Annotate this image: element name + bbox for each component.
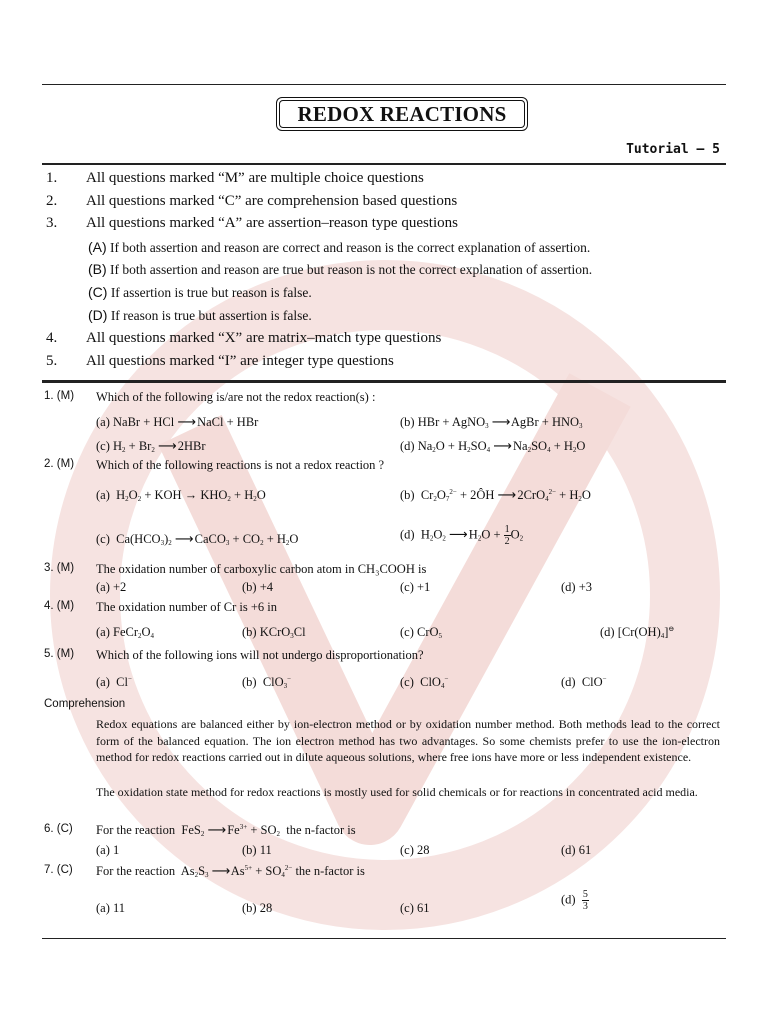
q2-label: 2. (M) — [44, 458, 75, 470]
q2-text: Which of the following reactions is not a redox reaction ? — [96, 458, 385, 472]
q3-label: 3. (M) — [44, 562, 75, 574]
q3-option-a: (a) +2 — [96, 580, 127, 594]
top-rule — [42, 84, 726, 85]
q2-option-d: (d) $H_2O_2$ ⟶ $H_2O$ + $\frac{1}{2}$ $O_2$ — [400, 524, 524, 547]
comprehension-paragraph-2: The oxidation state method for redox reactions is mostly used for solid chemicals or for reactions in concentrated acid media. — [96, 785, 698, 799]
comprehension-label: Comprehension — [44, 698, 126, 710]
assertion-option-d: (D) If reason is true but assertion is false. — [88, 307, 312, 323]
q2-option-c: (c) $Ca(HCO_3)_2$ ⟶ CaCO$_3$ + $CO_2 + H_2O$ — [96, 532, 299, 547]
q2-option-a: (a) $H_2O_2$ + KOH → $KHO_2 + H_2O$ — [96, 488, 266, 503]
section-rule — [42, 380, 726, 383]
q4-option-a: (a) $FeCr_2O_4$ — [96, 625, 155, 640]
q1-label: 1. (M) — [44, 390, 75, 402]
q7-option-c: (c) 61 — [400, 901, 430, 915]
q4-option-b: (b) KCrO$_3$Cl — [242, 625, 306, 640]
q1-option-c: (c) $H_2 + Br_2$ ⟶ 2HBr — [96, 439, 206, 454]
assertion-option-c: (C) If assertion is true but reason is false. — [88, 284, 312, 300]
q6-option-a: (a) 1 — [96, 843, 120, 857]
assertion-option-a: (A) If both assertion and reason are correct and reason is the correct explanation of assertion. — [88, 239, 591, 255]
q7-label: 7. (C) — [44, 864, 73, 876]
q6-text: For the reaction FeS$_2$ ⟶ $Fe^{3+} + SO_2$ the n-factor is — [96, 823, 356, 838]
comprehension-paragraph-1: Redox equations are balanced either by ion-electron method or by oxidation number method. Both methods lead to the correct form of the balanced equation. The ion electron method has two advantages. So some chemists prefer to use the ion-electron method for redox reactions carried out in dilute aqueous solutions, where free ions have more or less independent existence. — [96, 717, 720, 764]
q2-option-b: (b) $Cr_2O_7^{2-}$ + 2ÔH ⟶ $2CrO_4^{2-} + H_2O$ — [400, 488, 591, 503]
q3-text: The oxidation number of carboxylic carbon atom in CH₃COOH is — [96, 562, 427, 576]
q4-text: The oxidation number of Cr is +6 in — [96, 600, 277, 614]
q5-option-b: (b) ClO$_3$− — [242, 675, 292, 690]
q7-text: For the reaction $As_2S_3$ ⟶ $As^{5+} + SO_4^{2-}$ the n-factor is — [96, 864, 365, 879]
q1-text: Which of the following is/are not the redox reaction(s) : — [96, 390, 376, 404]
tutorial-label: Tutorial – 5 — [626, 142, 720, 157]
q3-option-c: (c) +1 — [400, 580, 431, 594]
q3-option-b: (b) +4 — [242, 580, 273, 594]
q5-option-c: (c) ClO$_4$− — [400, 675, 449, 690]
q1-option-a: (a) NaBr + HCl ⟶ NaCl + HBr — [96, 415, 259, 430]
q5-text: Which of the following ions will not undergo disproportionation? — [96, 648, 424, 662]
bottom-rule — [42, 938, 726, 939]
q6-option-b: (b) 11 — [242, 843, 272, 857]
page-title: REDOX REACTIONS — [297, 102, 507, 126]
q7-option-a: (a) 11 — [96, 901, 126, 915]
title-box — [276, 97, 528, 131]
q5-option-a: (a) Cl− — [96, 675, 132, 689]
q1-option-d: (d) $Na_2O + H_2SO_4$ ⟶ $Na_2SO_4 + H_2O$ — [400, 439, 586, 454]
q7-option-d: (d) $\frac{5}{3}$ — [561, 889, 588, 912]
q3-option-d: (d) +3 — [561, 580, 592, 594]
q7-option-b: (b) 28 — [242, 901, 273, 915]
q4-option-d: (d) $[Cr(OH)_4]^⊖$ — [600, 625, 675, 640]
q6-option-c: (c) 28 — [400, 843, 430, 857]
assertion-option-b: (B) If both assertion and reason are true but reason is not the correct explanation of assertion. — [88, 261, 593, 277]
q4-label: 4. (M) — [44, 600, 75, 612]
q4-option-c: (c) CrO$_5$ — [400, 625, 443, 640]
q6-option-d: (d) 61 — [561, 843, 592, 857]
q5-label: 5. (M) — [44, 648, 75, 660]
q1-option-b: (b) HBr + AgNO$_3$ ⟶ AgBr + $HNO_3$ — [400, 415, 583, 430]
q5-option-d: (d) ClO− — [561, 675, 607, 689]
header-rule — [42, 163, 726, 165]
q6-label: 6. (C) — [44, 823, 73, 835]
